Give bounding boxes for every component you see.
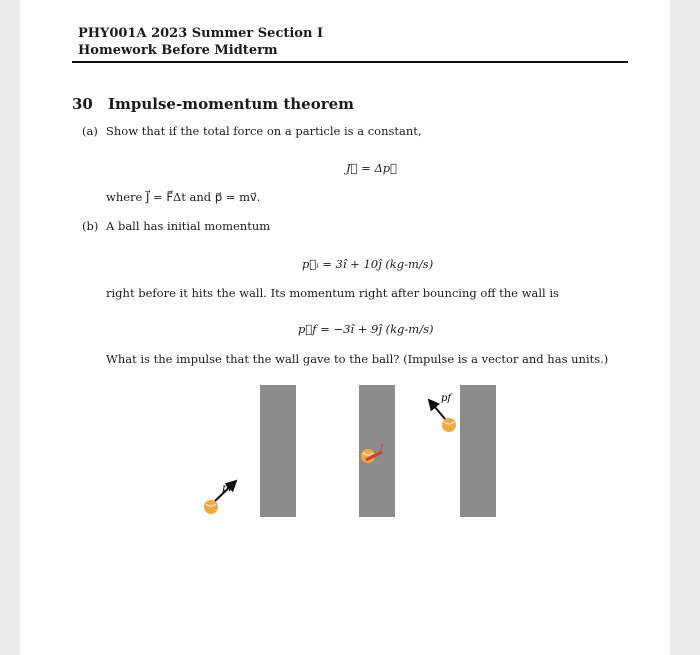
impulse-question: What is the impulse that the wall gave to the ball? (Impulse is a vector and has units.) bbox=[106, 352, 609, 366]
initial-momentum-equation: p⃗ᵢ = 3î + 10ĵ (kg-m/s) bbox=[302, 257, 434, 271]
part-a-label: (a) bbox=[82, 124, 98, 138]
bounce-diagram bbox=[180, 380, 520, 530]
final-momentum-equation: p⃗f = −3î + 9ĵ (kg-m/s) bbox=[298, 322, 434, 336]
impulse-equation: J⃗ = Δp⃗ bbox=[346, 161, 398, 175]
ball-initial bbox=[204, 500, 218, 514]
problem-title: Impulse-momentum theorem bbox=[108, 95, 355, 113]
initial-momentum-label: pi bbox=[222, 483, 232, 494]
where-definitions: where J⃗ = F⃗Δt and p⃗ = mv⃗. bbox=[106, 190, 261, 204]
part-a-statement: Show that if the total force on a particle is a constant, bbox=[106, 124, 422, 138]
final-momentum-label: pf bbox=[441, 393, 452, 404]
homework-subtitle: Homework Before Midterm bbox=[78, 43, 278, 58]
wall-right bbox=[460, 385, 496, 517]
header-rule bbox=[72, 61, 628, 63]
problem-number: 30 bbox=[72, 95, 93, 113]
wall-left bbox=[260, 385, 296, 517]
homework-page bbox=[20, 0, 670, 655]
bounce-description: right before it hits the wall. Its momentum right after bouncing off the wall is bbox=[106, 286, 559, 300]
ball-final bbox=[442, 418, 456, 432]
course-header: PHY001A 2023 Summer Section I bbox=[78, 26, 324, 41]
part-b-statement: A ball has initial momentum bbox=[106, 219, 271, 233]
impulse-label: J bbox=[380, 443, 384, 452]
part-b-label: (b) bbox=[82, 219, 99, 233]
